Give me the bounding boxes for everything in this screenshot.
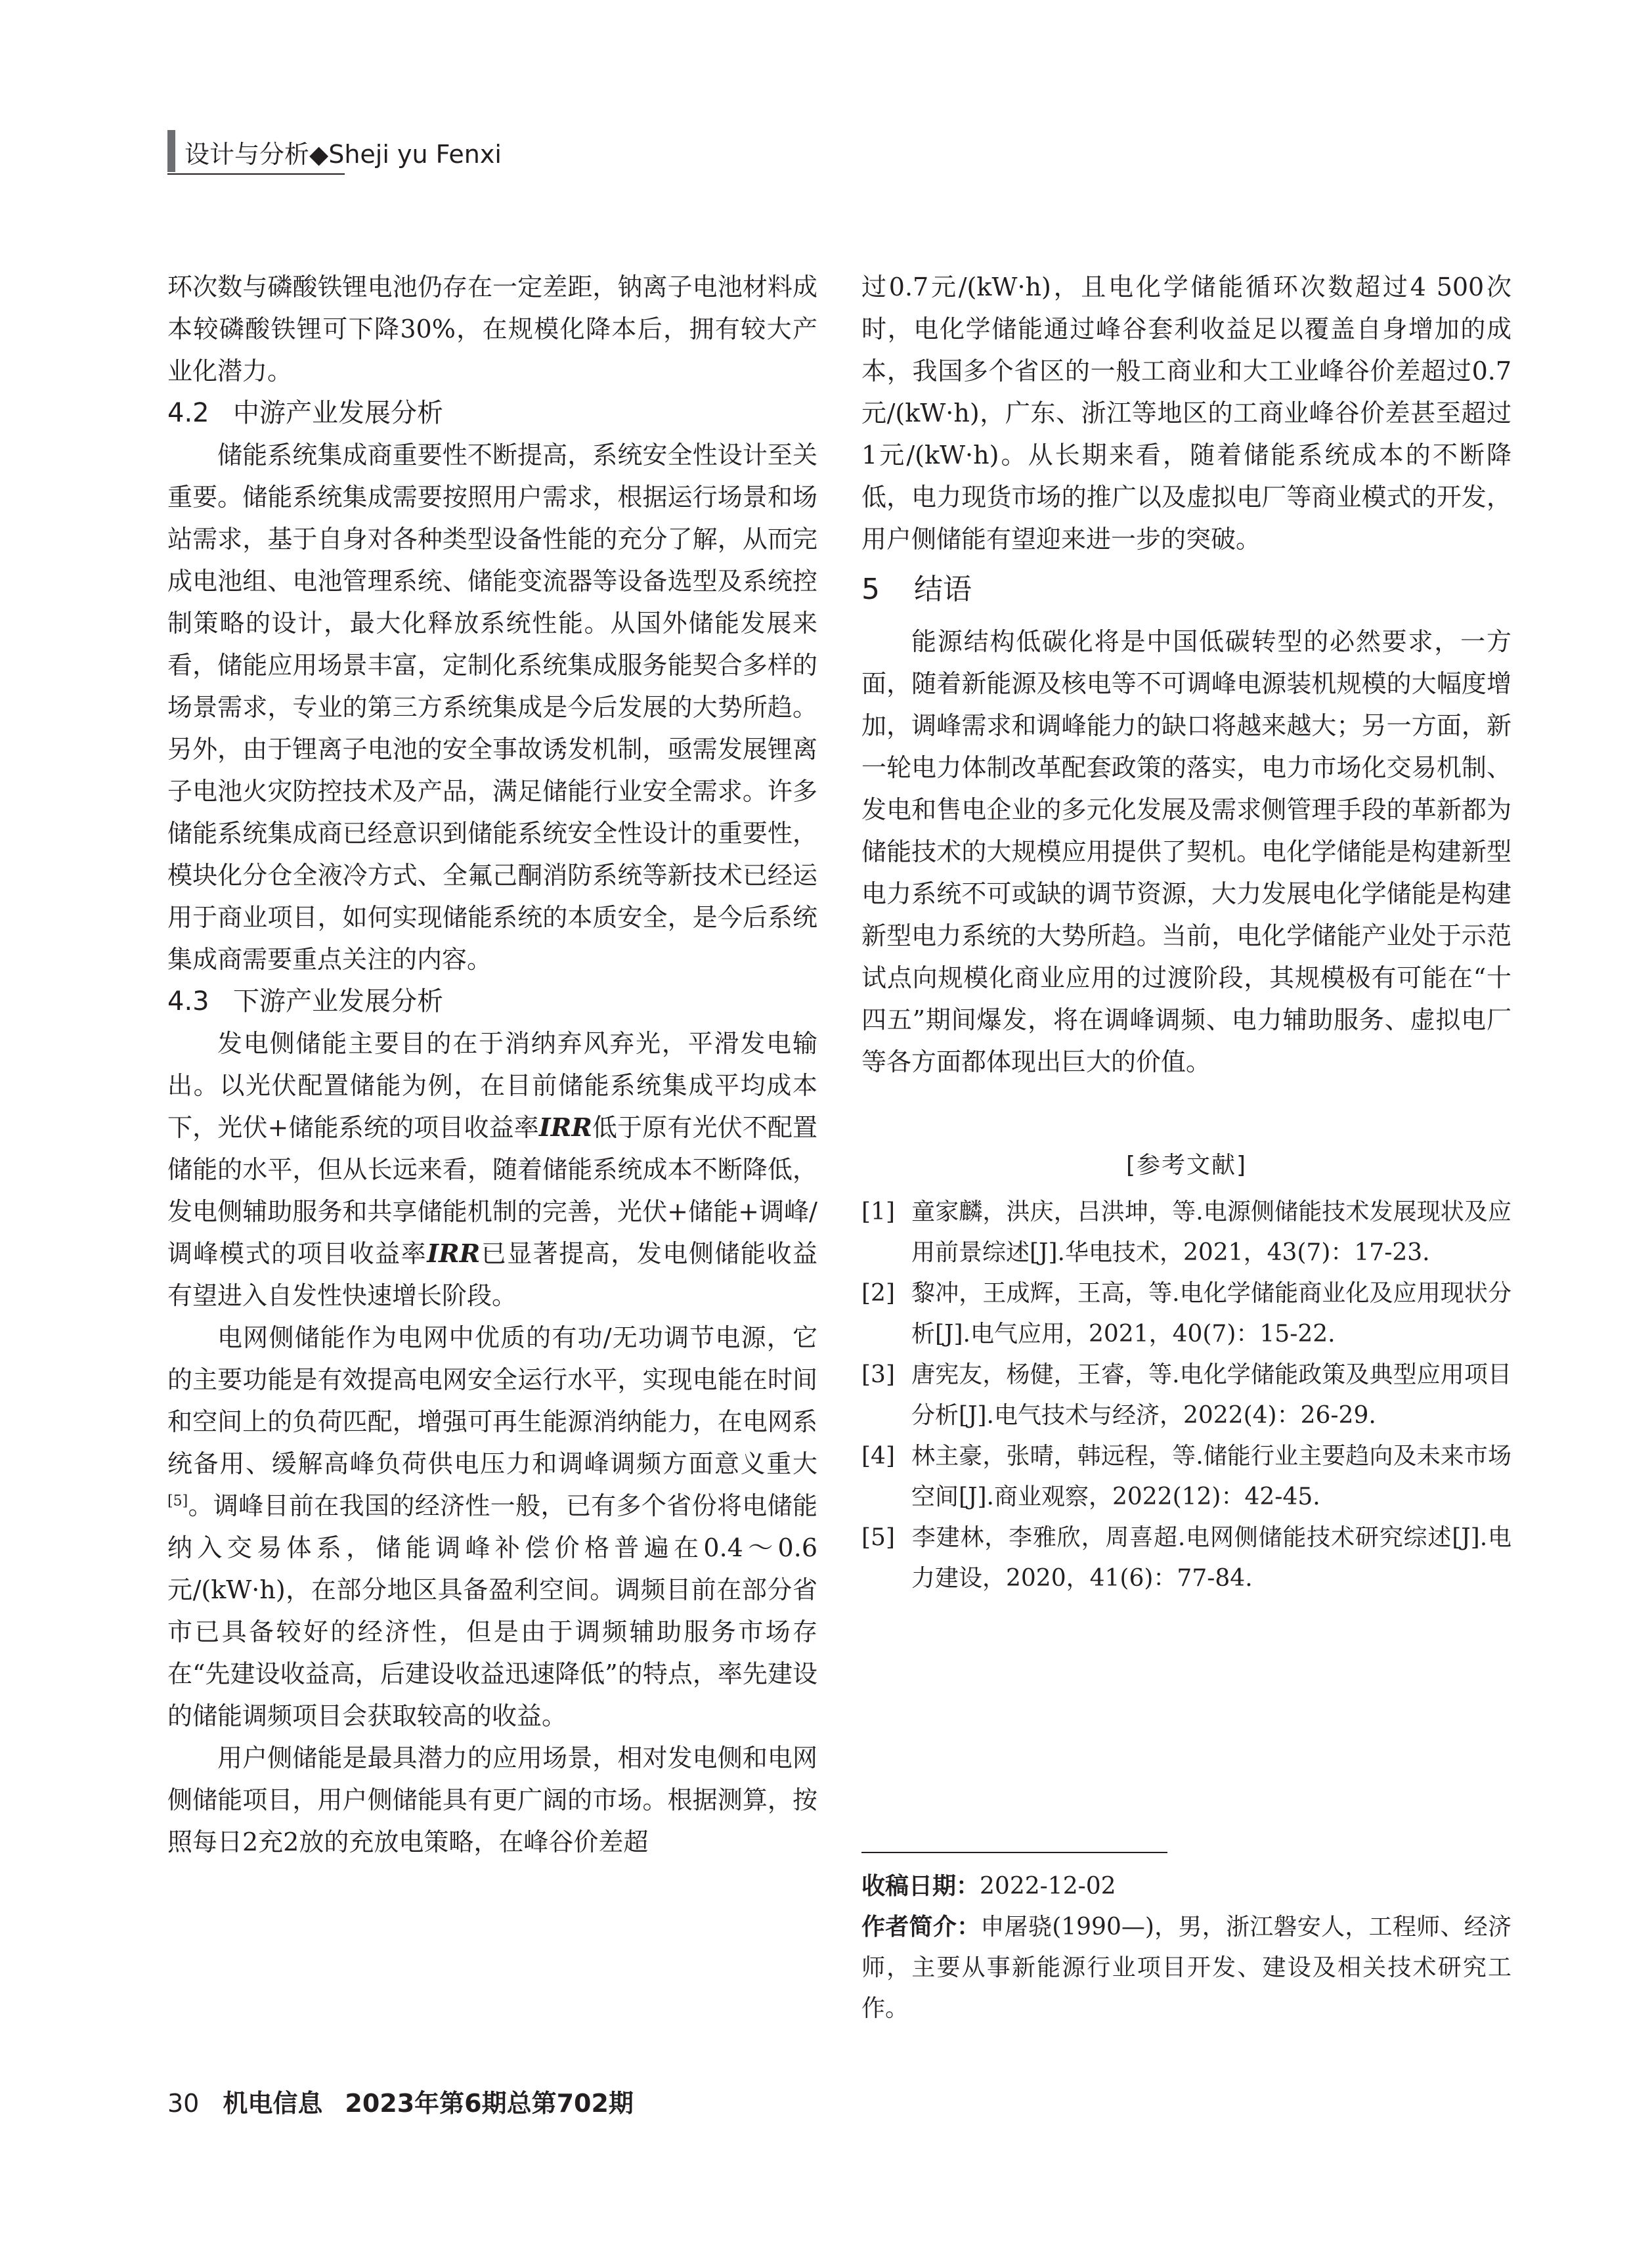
- reference-item: [861, 1436, 1511, 1518]
- footnote: [861, 1866, 1511, 2029]
- right-column: [861, 266, 1511, 1599]
- section-heading-4-3: [167, 980, 817, 1022]
- paragraph-generation-side: [167, 1022, 817, 1317]
- received-date: [861, 1866, 1511, 1907]
- paragraph-user-side: 用户侧储能是最具潜力的应用场景，相对发电侧和电网侧储能项目，用户侧储能具有更广阔的市场。根据测算，按照每日2充2放的充放电策略，在峰谷价差超: [167, 1743, 817, 1856]
- reference-item: [861, 1192, 1511, 1273]
- author-label: 作者简介：: [861, 1914, 981, 1940]
- text-run: 已显著提高，发电侧储能收益有望进入自发性快速增长阶段。: [167, 1239, 817, 1310]
- reference-item: [861, 1518, 1511, 1599]
- section-number: 5: [861, 573, 880, 606]
- reference-number: [3]: [861, 1361, 895, 1388]
- section-number: 4.2: [167, 398, 209, 428]
- section-title: 下游产业发展分析: [233, 986, 443, 1017]
- footnote-rule: [861, 1852, 1167, 1853]
- reference-list: [861, 1192, 1511, 1599]
- section-title: 结语: [914, 573, 972, 606]
- text-run: 发电侧储能主要目的在于消纳弃风弃光，平滑发电输出。以光伏配置储能为例，在目前储能系统集成平均成本下，光伏+储能系统的项目收益率: [167, 1029, 817, 1142]
- reference-number: [5]: [861, 1524, 895, 1551]
- author-bio: [861, 1907, 1511, 2029]
- citation-ref: [5]: [167, 1493, 188, 1510]
- reference-text: 林主豪，张晴，韩远程，等.储能行业主要趋向及未来市场空间[J].商业观察，2022(12)：42-45.: [911, 1443, 1511, 1510]
- irr-term: IRR: [427, 1238, 481, 1268]
- text-run: 低于原有光伏不配置储能的水平，但从长远来看，随着储能系统成本不断降低，发电侧辅助服务和共享储能机制的完善，光伏+储能+调峰/调峰模式的项目收益率: [167, 1113, 817, 1268]
- reference-item: [861, 1273, 1511, 1355]
- reference-item: [861, 1355, 1511, 1436]
- paragraph-grid-side: [167, 1317, 817, 1737]
- received-label: 收稿日期：: [861, 1873, 980, 1900]
- issue-info: 2023年第6期总第702期: [345, 2089, 634, 2118]
- paragraph-conclusion: 能源结构低碳化将是中国低碳转型的必然要求，一方面，随着新能源及核电等不可调峰电源装机规模的大幅度增加，调峰需求和调峰能力的缺口将越来越大；另一方面，新一轮电力体制改革配套政策的落实，电力市场化交易机制、发电和售电企业的多元化发展及需求侧管理手段的革新都为储能技术的大规模应用提供了契机。电化学储能是构建新型电力系统不可或缺的调节资源，大力发展电化学储能是构建新型电力系统的大势所趋。当前，电化学储能产业处于示范试点向规模化商业应用的过渡阶段，其规模极有可能在“十四五”期间爆发，将在调峰调频、电力辅助服务、虚拟电厂等各方面都体现出巨大的价值。: [861, 627, 1511, 1076]
- paragraph-continued: 环次数与磷酸铁锂电池仍存在一定差距，钠离子电池材料成本较磷酸铁锂可下降30%，在规模化降本后，拥有较大产业化潜力。: [167, 273, 817, 385]
- section-number: 4.3: [167, 986, 209, 1017]
- header-text: 设计与分析◆Sheji yu Fenxi: [185, 140, 502, 169]
- received-value: 2022-12-02: [980, 1873, 1116, 1900]
- section-heading-5: [861, 563, 1511, 617]
- header-rule: [167, 173, 345, 175]
- section-heading-4-2: [167, 392, 817, 434]
- reference-text: 李建林，李雅欣，周喜超.电网侧储能技术研究综述[J].电力建设，2020，41(6)：77-84.: [911, 1524, 1511, 1592]
- text-run: 电网侧储能作为电网中优质的有功/无功调节电源，它的主要功能是有效提高电网安全运行水平，实现电能在时间和空间上的负荷匹配，增强可再生能源消纳能力，在电网系统备用、缓解高峰负荷供电压力和调峰调频方面意义重大: [167, 1323, 817, 1478]
- reference-number: [4]: [861, 1443, 895, 1470]
- text-run: 。调峰目前在我国的经济性一般，已有多个省份将电储能纳入交易体系，储能调峰补偿价格普遍在0.4～0.6元/(kW·h)，在部分地区具备盈利空间。调频目前在部分省市已具备较好的经济性，但是由于调频辅助服务市场存在“先建设收益高，后建设收益迅速降低”的特点，率先建设的储能调频项目会获取较高的收益。: [167, 1491, 817, 1730]
- page-footer: [167, 2083, 634, 2119]
- reference-text: 黎冲，王成辉，王高，等.电化学储能商业化及应用现状分析[J].电气应用，2021，40(7)：15-22.: [911, 1280, 1511, 1348]
- reference-text: 童家麟，洪庆，吕洪坤，等.电源侧储能技术发展现状及应用前景综述[J].华电技术，2021，43(7)：17-23.: [911, 1198, 1511, 1266]
- reference-number: [1]: [861, 1198, 895, 1225]
- left-column: [167, 266, 817, 1863]
- header-bar: [167, 130, 175, 172]
- journal-name: 机电信息: [223, 2089, 323, 2118]
- reference-text: 唐宪友，杨健，王睿，等.电化学储能政策及典型应用项目分析[J].电气技术与经济，2022(4)：26-29.: [911, 1361, 1511, 1429]
- page-number: 30: [167, 2089, 200, 2118]
- irr-term: IRR: [538, 1112, 592, 1142]
- paragraph-continued: 过0.7元/(kW·h)，且电化学储能循环次数超过4 500次时，电化学储能通过峰谷套利收益足以覆盖自身增加的成本，我国多个省区的一般工商业和大工业峰谷价差超过0.7元/(kW·h)，广东、浙江等地区的工商业峰谷价差甚至超过1元/(kW·h)。从长期来看，随着储能系统成本的不断降低，电力现货市场的推广以及虚拟电厂等商业模式的开发，用户侧储能有望迎来进一步的突破。: [861, 273, 1511, 554]
- references-title: [参考文献]: [1125, 1152, 1248, 1179]
- reference-number: [2]: [861, 1280, 895, 1307]
- author-text: 申屠骁(1990—)，男，浙江磐安人，工程师、经济师，主要从事新能源行业项目开发、建设及相关技术研究工作。: [861, 1914, 1511, 2022]
- paragraph-midstream: 储能系统集成商重要性不断提高，系统安全性设计至关重要。储能系统集成需要按照用户需求，根据运行场景和场站需求，基于自身对各种类型设备性能的充分了解，从而完成电池组、电池管理系统、储能变流器等设备选型及系统控制策略的设计，最大化释放系统性能。从国外储能发展来看，储能应用场景丰富，定制化系统集成服务能契合多样的场景需求，专业的第三方系统集成是今后发展的大势所趋。另外，由于锂离子电池的安全事故诱发机制，亟需发展锂离子电池火灾防控技术及产品，满足储能行业安全需求。许多储能系统集成商已经意识到储能系统安全性设计的重要性，模块化分仓全液冷方式、全氟己酮消防系统等新技术已经运用于商业项目，如何实现储能系统的本质安全，是今后系统集成商需要重点关注的内容。: [167, 441, 817, 974]
- section-title: 中游产业发展分析: [233, 398, 443, 428]
